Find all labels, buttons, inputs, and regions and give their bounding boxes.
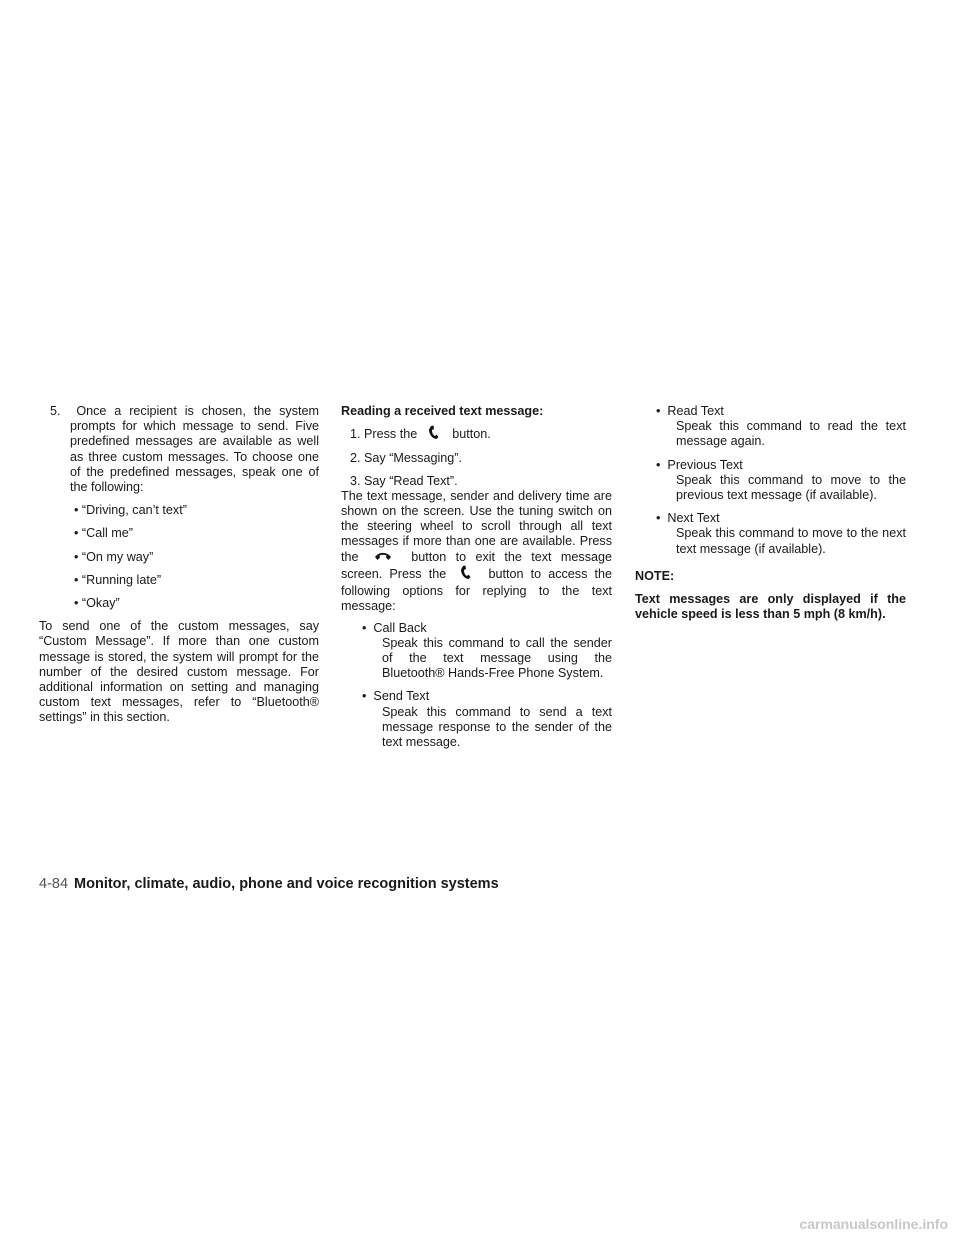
column-left [39,404,319,726]
item-text: Once a recipient is chosen, the system prompts for which message to send. Five predefined messages are available as well as three custom messages. To choose one of the predefined messages, speak one of the following: [70,404,319,495]
command-name: Next Text [667,511,720,526]
column-right [635,404,906,622]
command-description: Speak this command to move to the next text message (if available). [676,526,906,556]
list-item-5 [39,404,319,495]
command-description: Speak this command to move to the previous text message (if available). [676,472,906,503]
text-message-paragraph: The text message, sender and delivery time are shown on the screen. Use the tuning switch on the steering wheel to scroll through all text messages if more than one are available. Press the button to exit the text message screen. Press the button to access the following options for replying to the text message: [341,488,613,614]
phone-talk-icon [427,425,439,444]
command-description: Speak this command to send a text message response to the sender of the text message. [382,704,612,749]
command-description: Speak this command to read the text message again. [676,419,906,449]
message-option: • “Running late” [74,572,162,587]
command-name: Previous Text [667,457,743,472]
command-name: Send Text [373,689,430,704]
item-number: 5. [50,404,61,418]
phone-talk-icon [459,565,471,584]
command-item: • Previous Text Speak this command to move to the previous text message (if available). [656,457,906,503]
command-item: • Read Text Speak this command to read the text message again. [656,404,906,449]
note-label: NOTE: [635,568,675,583]
column-middle [341,404,612,750]
note-text: Text messages are only displayed if the vehicle speed is less than 5 mph (8 km/h). [635,592,906,622]
step-1: 1. Press the button. [341,425,612,444]
watermark: carmanualsonline.info [799,1215,948,1232]
section-title: Monitor, climate, audio, phone and voice recognition systems [74,876,499,892]
page-footer [39,877,499,892]
command-item: • Next Text Speak this command to move to the next text message (if available). [656,511,906,556]
message-option: • “Okay” [74,596,120,611]
step-3: 3. Say “Read Text”. [350,473,458,488]
command-item: • Call Back Speak this command to call the sender of the text message using the Bluetooth® Hands-Free Phone System. [362,620,612,681]
command-name: Call Back [373,620,427,635]
message-option: • “On my way” [74,549,154,564]
command-description: Speak this command to call the sender of the text message using the Bluetooth® Hands-Free Phone System. [382,635,612,681]
command-item: • Send Text Speak this command to send a text message response to the sender of the text message. [362,689,612,749]
custom-message-paragraph: To send one of the custom messages, say “Custom Message”. If more than one custom message is stored, the system will prompt for the number of the desired custom message. For additional information on setting and managing custom text messages, refer to “Bluetooth® settings” in this section. [39,619,319,725]
page-number: 4-84 [39,876,69,892]
message-option: • “Driving, can’t text” [74,503,187,518]
section-heading: Reading a received text message: [341,404,544,418]
command-name: Read Text [667,404,724,418]
step-2: 2. Say “Messaging”. [350,451,462,466]
message-option: • “Call me” [74,526,133,541]
phone-hangup-icon [374,550,392,565]
steps-list [341,425,612,489]
